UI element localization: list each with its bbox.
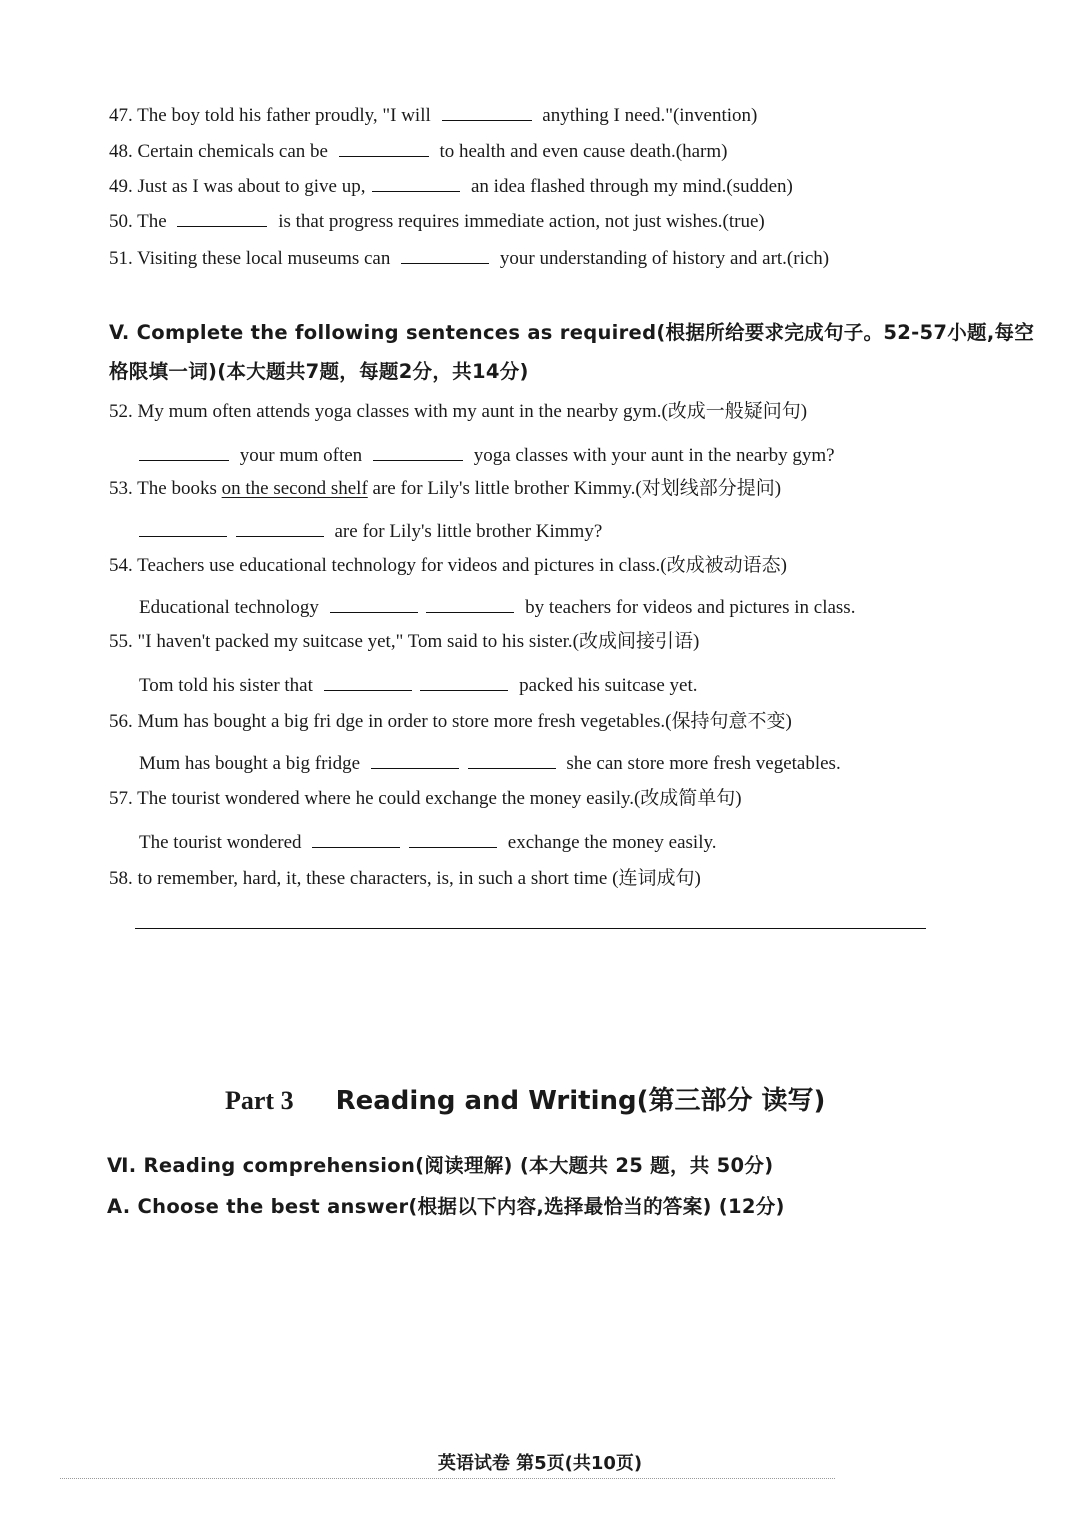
question-number: 52. xyxy=(109,401,133,422)
question-55 xyxy=(109,630,699,654)
answer-text: she can store more fresh vegetables. xyxy=(566,753,841,774)
answer-54 xyxy=(139,594,855,620)
question-text: The books xyxy=(137,478,217,499)
question-number: 50. xyxy=(109,211,133,232)
question-text: your understanding of history and art.(rich) xyxy=(499,248,830,269)
question-number: 57. xyxy=(109,788,133,809)
answer-blank[interactable] xyxy=(371,750,459,769)
question-52 xyxy=(109,400,807,424)
question-text: an idea flashed through my mind.(sudden) xyxy=(470,176,793,197)
answer-blank[interactable] xyxy=(442,102,532,121)
question-text: to remember, hard, it, these characters, is, in such a short time (连词成句) xyxy=(137,868,701,889)
question-text: The boy told his father proudly, "I will xyxy=(137,105,431,126)
question-49 xyxy=(109,173,793,199)
answer-57 xyxy=(139,829,717,855)
question-54 xyxy=(109,554,787,578)
answer-blank[interactable] xyxy=(139,442,229,461)
question-text: My mum often attends yoga classes with my aunt in the nearby gym.(改成一般疑问句) xyxy=(137,401,808,422)
section-vi-heading xyxy=(107,1150,773,1178)
answer-blank[interactable] xyxy=(372,173,460,192)
question-50 xyxy=(109,208,765,234)
answer-text: yoga classes with your aunt in the nearby gym? xyxy=(473,445,835,466)
question-51 xyxy=(109,245,829,271)
question-number: 48. xyxy=(109,141,133,162)
section-v-heading-cont xyxy=(109,356,529,384)
question-text: The xyxy=(137,211,167,232)
question-text: anything I need."(invention) xyxy=(542,105,758,126)
answer-blank[interactable] xyxy=(409,829,497,848)
answer-55 xyxy=(139,672,697,698)
question-text: Certain chemicals can be xyxy=(137,141,328,162)
question-number: 53. xyxy=(109,478,133,499)
answer-56 xyxy=(139,750,841,776)
footer-divider xyxy=(60,1478,835,1479)
question-56 xyxy=(109,710,792,734)
part3-label: Part 3 xyxy=(225,1086,294,1115)
answer-blank[interactable] xyxy=(339,138,429,157)
section-v-heading-line2: 格限填一词)(本大题共7题，每题2分，共14分) xyxy=(109,360,529,383)
part3-heading xyxy=(225,1080,825,1117)
answer-blank[interactable] xyxy=(236,518,324,537)
question-text: are for Lily's little brother Kimmy.(对划线部分提问) xyxy=(372,478,782,499)
answer-text: Mum has bought a big fridge xyxy=(139,753,361,774)
answer-53 xyxy=(139,518,602,544)
answer-blank[interactable] xyxy=(324,672,412,691)
section-v-heading xyxy=(109,317,1034,345)
question-number: 56. xyxy=(109,711,133,732)
question-number: 51. xyxy=(109,248,133,269)
question-text: Teachers use educational technology for videos and pictures in class.(改成被动语态) xyxy=(137,555,787,576)
answer-blank[interactable] xyxy=(420,672,508,691)
question-number: 54. xyxy=(109,555,133,576)
answer-blank[interactable] xyxy=(373,442,463,461)
question-text: is that progress requires immediate action, not just wishes.(true) xyxy=(278,211,765,232)
answer-blank[interactable] xyxy=(330,594,418,613)
answer-blank[interactable] xyxy=(468,750,556,769)
question-text: "I haven't packed my suitcase yet," Tom said to his sister.(改成间接引语) xyxy=(137,631,700,652)
answer-text: exchange the money easily. xyxy=(507,832,717,853)
section-a-text: A. Choose the best answer(根据以下内容,选择最恰当的答案) (12分) xyxy=(107,1195,785,1218)
answer-blank[interactable] xyxy=(312,829,400,848)
answer-text: Educational technology xyxy=(139,597,319,618)
question-text: The tourist wondered where he could exchange the money easily.(改成简单句) xyxy=(137,788,742,809)
question-number: 58. xyxy=(109,868,133,889)
answer-blank[interactable] xyxy=(177,208,267,227)
part3-title: Reading and Writing(第三部分 读写) xyxy=(335,1086,826,1116)
question-number: 55. xyxy=(109,631,133,652)
answer-text: packed his suitcase yet. xyxy=(519,675,698,696)
section-v-heading-line1: V. Complete the following sentences as required(根据所给要求完成句子。52-57小题,每空 xyxy=(109,321,1035,344)
underlined-phrase: on the second shelf xyxy=(221,478,368,499)
question-text: to health and even cause death.(harm) xyxy=(439,141,728,162)
answer-blank[interactable] xyxy=(401,245,489,264)
answer-52 xyxy=(139,442,835,468)
answer-text: are for Lily's little brother Kimmy? xyxy=(334,521,603,542)
answer-text: Tom told his sister that xyxy=(139,675,313,696)
question-47 xyxy=(109,102,757,128)
answer-text: by teachers for videos and pictures in class. xyxy=(525,597,856,618)
section-a-heading xyxy=(107,1191,785,1219)
question-number: 49. xyxy=(109,176,133,197)
page-footer: 英语试卷 第5页(共10页) xyxy=(437,1453,643,1474)
question-57 xyxy=(109,787,742,811)
answer-blank[interactable] xyxy=(139,518,227,537)
answer-text: your mum often xyxy=(239,445,363,466)
question-text: Visiting these local museums can xyxy=(137,248,391,269)
question-48 xyxy=(109,138,727,164)
question-text: Mum has bought a big fri dge in order to store more fresh vegetables.(保持句意不变) xyxy=(137,711,792,732)
answer-text: The tourist wondered xyxy=(139,832,302,853)
section-vi-text: Ⅵ. Reading comprehension(阅读理解) (本大题共 25 题，共 50分) xyxy=(107,1154,774,1177)
question-text: Just as I was about to give up, xyxy=(137,176,366,197)
question-number: 47. xyxy=(109,105,133,126)
answer-blank[interactable] xyxy=(426,594,514,613)
question-58 xyxy=(109,867,701,891)
answer-line-58[interactable] xyxy=(135,928,926,929)
question-53 xyxy=(109,477,781,501)
